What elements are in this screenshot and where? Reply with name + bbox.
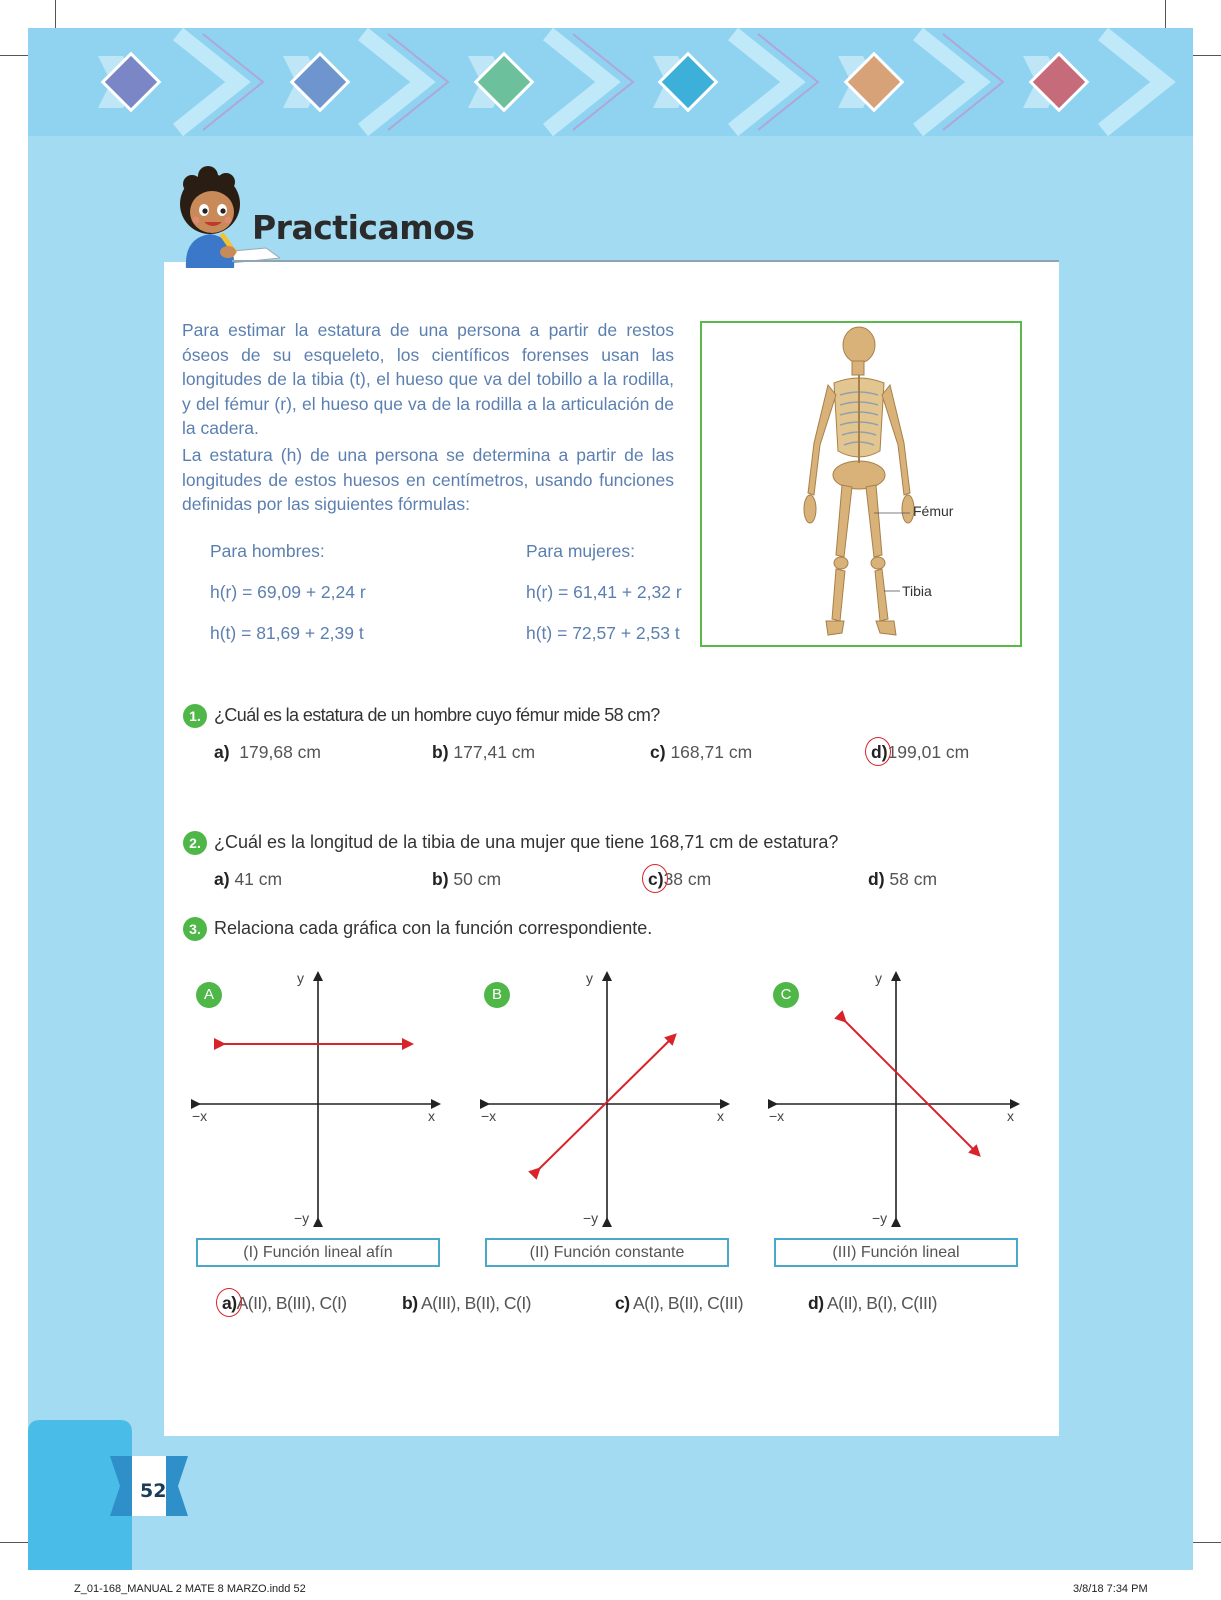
option-letter: d) — [808, 1293, 824, 1313]
option-letter: c) — [615, 1293, 630, 1313]
men-tibia-formula: h(t) = 81,69 + 2,39 t — [210, 623, 364, 643]
option-letter: c) — [650, 742, 666, 762]
q3-option-b[interactable] — [402, 1293, 531, 1314]
intro-paragraph-1: Para estimar la estatura de una persona a partir de restos óseos de su esqueleto, los científicos forenses usan las longitudes de la tibia (t), el hueso que va del tobillo a la rodilla, y del fémur (r), el hueso que va de la rodilla a la articulación de la cadera. — [182, 320, 674, 438]
option-value: A(II), B(I), C(III) — [826, 1293, 938, 1313]
graph-a — [198, 974, 438, 1220]
q2-option-b[interactable] — [432, 869, 501, 890]
option-value: 179,68 cm — [239, 742, 322, 762]
q3-option-a[interactable] — [222, 1293, 347, 1314]
crop-mark — [1165, 0, 1166, 28]
decorative-header-band — [28, 28, 1193, 136]
q2-option-d[interactable] — [868, 869, 937, 890]
option-value: 50 cm — [453, 869, 502, 889]
crop-mark — [1193, 55, 1221, 56]
y-axis-label: y — [297, 970, 304, 986]
option-letter-circled: d) — [871, 742, 888, 762]
page-title: Practicamos — [252, 208, 475, 247]
x-axis-label: x — [1007, 1108, 1014, 1124]
women-femur-formula: h(r) = 61,41 + 2,32 r — [526, 582, 682, 602]
intro-paragraph-2: La estatura (h) de una persona se determina a partir de las longitudes de estos huesos en centímetros, usando funciones definidas por las siguientes fórmulas: — [182, 445, 674, 514]
function-box-iii: (III) Función lineal — [774, 1238, 1018, 1267]
q1-option-d[interactable] — [871, 742, 969, 763]
function-line — [538, 1036, 674, 1170]
function-box-i: (I) Función lineal afín — [196, 1238, 440, 1267]
women-formulas-label: Para mujeres: — [526, 541, 635, 561]
option-letter: b) — [432, 869, 449, 889]
x-axis-label: x — [428, 1108, 435, 1124]
crop-mark — [0, 1542, 28, 1543]
graph-c — [775, 974, 1017, 1220]
q1-option-c[interactable] — [650, 742, 752, 763]
title-divider — [232, 260, 1059, 262]
men-femur-formula: h(r) = 69,09 + 2,24 r — [210, 582, 366, 602]
option-letter: a) — [214, 742, 230, 762]
question-1-number: 1. — [183, 704, 207, 728]
graph-a-label: A — [196, 982, 222, 1008]
option-value: 199,01 cm — [887, 742, 970, 762]
graphs-diagram — [0, 960, 1221, 1250]
option-letter-circled: a) — [222, 1293, 237, 1313]
graph-b — [487, 974, 727, 1220]
page-number-tab — [28, 1420, 228, 1570]
function-box-ii: (II) Función constante — [485, 1238, 729, 1267]
option-value: 177,41 cm — [453, 742, 536, 762]
footer-filename: Z_01-168_MANUAL 2 MATE 8 MARZO.indd 52 — [74, 1583, 306, 1595]
skeleton-illustration — [700, 321, 1022, 647]
q1-option-b[interactable] — [432, 742, 535, 763]
question-2-number: 2. — [183, 831, 207, 855]
men-formulas-label: Para hombres: — [210, 541, 325, 561]
question-3-text: Relaciona cada gráfica con la función correspondiente. — [214, 918, 653, 938]
neg-x-axis-label: −x — [769, 1108, 785, 1124]
question-3-number: 3. — [183, 917, 207, 941]
q1-option-a[interactable] — [214, 742, 321, 763]
neg-x-axis-label: −x — [192, 1108, 208, 1124]
graph-c-label: C — [773, 982, 799, 1008]
question-1-text: ¿Cuál es la estatura de un hombre cuyo fémur mide 58 cm? — [214, 705, 660, 725]
y-axis-label: y — [875, 970, 882, 986]
option-letter-circled: c) — [648, 869, 664, 889]
function-line — [844, 1020, 978, 1154]
footer-date: 3/8/18 7:34 PM — [1073, 1583, 1148, 1595]
crop-mark — [55, 0, 56, 28]
x-axis-label: x — [717, 1108, 724, 1124]
option-letter: b) — [432, 742, 449, 762]
crop-mark — [1193, 1542, 1221, 1543]
y-axis-label: y — [586, 970, 593, 986]
q3-option-c[interactable] — [615, 1293, 743, 1314]
q2-option-a[interactable] — [214, 869, 282, 890]
crop-mark — [0, 55, 28, 56]
option-value: A(II), B(III), C(I) — [236, 1293, 347, 1313]
neg-x-axis-label: −x — [481, 1108, 497, 1124]
femur-label: Fémur — [913, 503, 954, 519]
neg-y-axis-label: −y — [294, 1210, 310, 1226]
q3-option-d[interactable] — [808, 1293, 937, 1314]
skeleton-icon — [702, 323, 1020, 645]
option-letter: a) — [214, 869, 230, 889]
tibia-label: Tibia — [902, 583, 932, 599]
option-value: A(III), B(II), C(I) — [420, 1293, 532, 1313]
neg-y-axis-label: −y — [872, 1210, 888, 1226]
option-value: 41 cm — [234, 869, 283, 889]
option-value: A(I), B(II), C(III) — [632, 1293, 744, 1313]
graph-b-label: B — [484, 982, 510, 1008]
option-letter: b) — [402, 1293, 418, 1313]
option-value: 58 cm — [889, 869, 938, 889]
option-value: 38 cm — [663, 869, 712, 889]
q2-option-c[interactable] — [648, 869, 711, 890]
option-letter: d) — [868, 869, 885, 889]
option-value: 168,71 cm — [670, 742, 753, 762]
women-tibia-formula: h(t) = 72,57 + 2,53 t — [526, 623, 680, 643]
question-2-text: ¿Cuál es la longitud de la tibia de una mujer que tiene 168,71 cm de estatura? — [214, 832, 839, 852]
page-number: 52 — [140, 1480, 167, 1502]
neg-y-axis-label: −y — [583, 1210, 599, 1226]
